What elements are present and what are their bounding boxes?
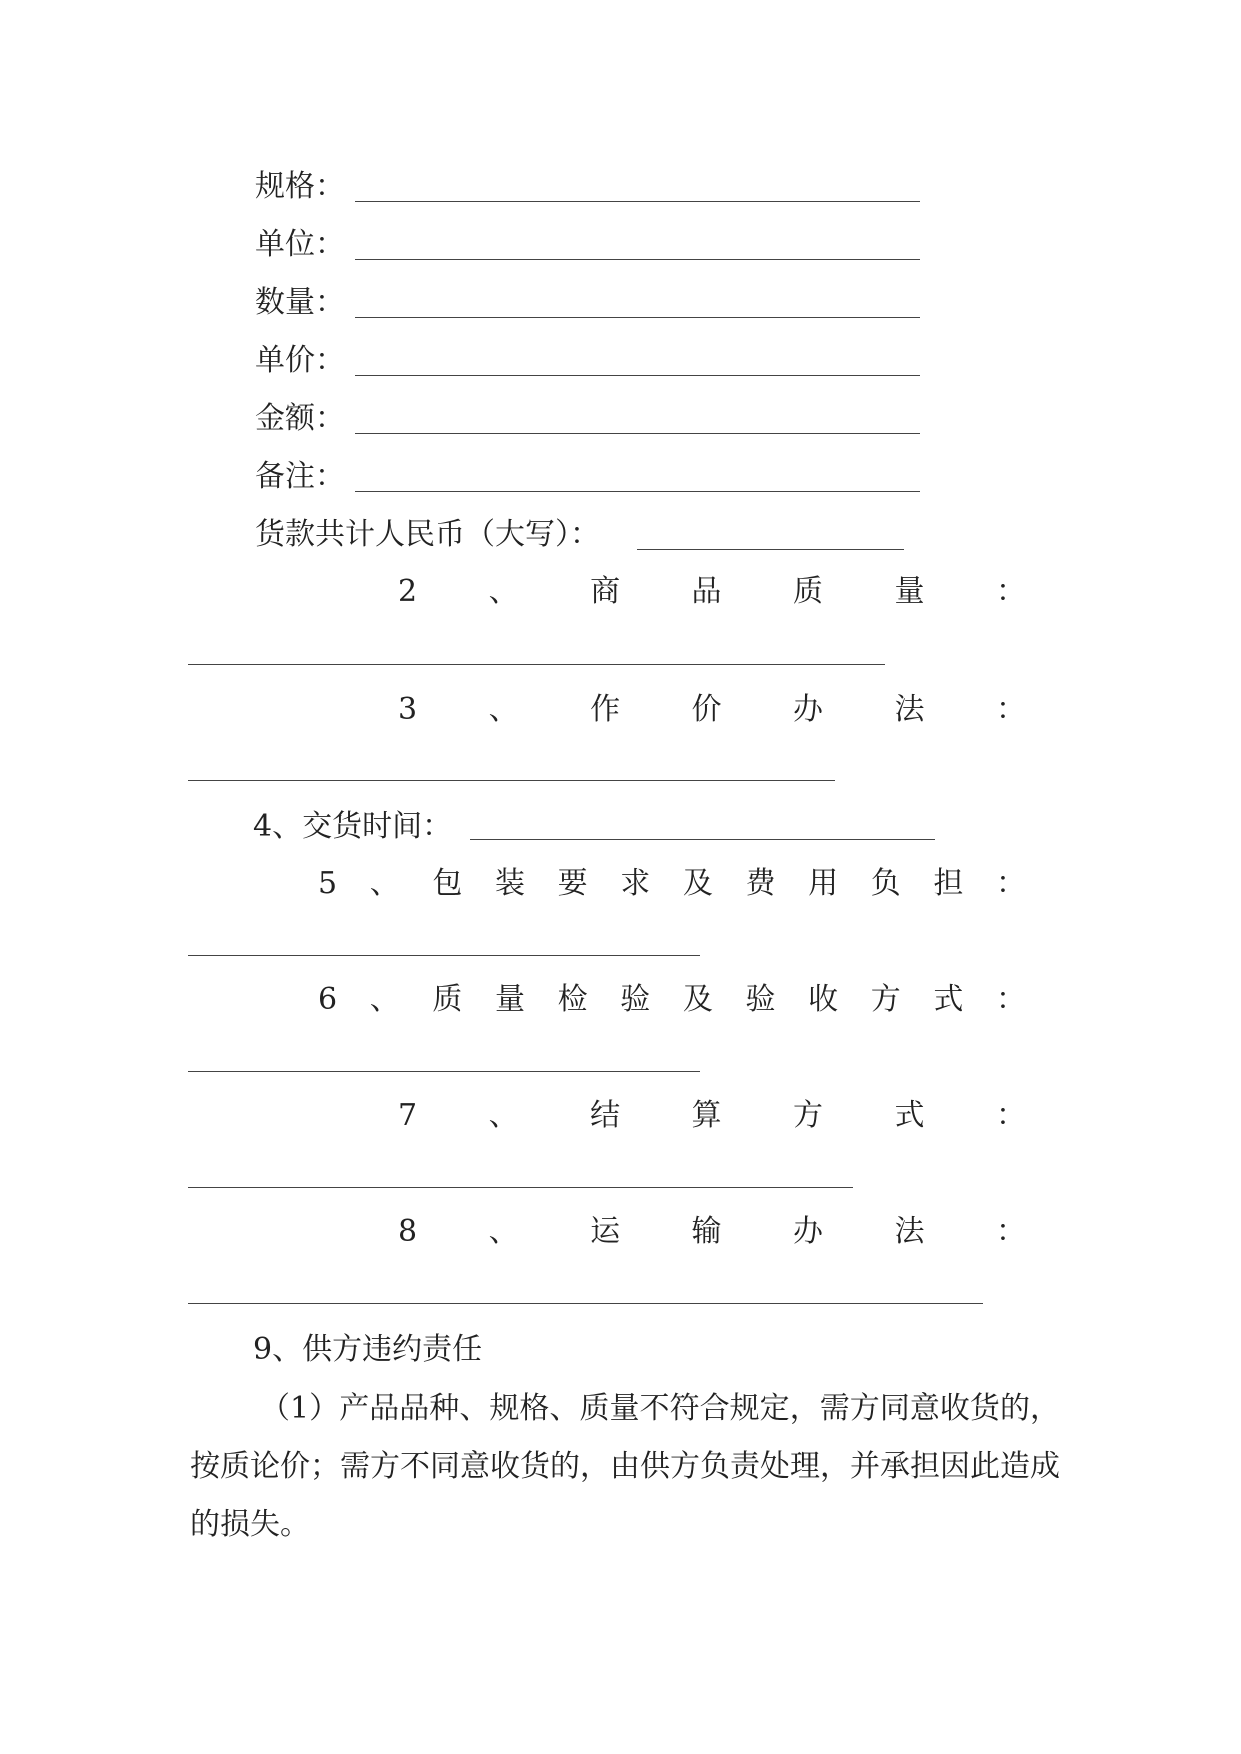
liability-clause-1: （1）产品品种、规格、质量不符合规定，需方同意收货的，按质论价；需方不同意收货的，由供方负责处理，并承担因此造成的损失。 — [190, 1391, 1060, 1542]
item-inspection-line — [188, 1071, 700, 1072]
field-label-spec: 规格： — [255, 169, 345, 204]
field-line-unit-price — [355, 375, 920, 376]
field-line-quantity — [355, 317, 920, 318]
item-inspection-heading: 6 、 质 量 检 验 及 验 收 方 式 ： — [318, 982, 1026, 1017]
field-line-spec — [355, 201, 920, 202]
item-transport-heading: 8 、 运 输 办 法 ： — [398, 1214, 1026, 1249]
item-quality-heading: 2 、 商 品 质 量 ： — [398, 574, 1026, 609]
item-settlement-line — [188, 1187, 853, 1188]
item-pricing-line — [188, 780, 835, 781]
item-packaging-line — [188, 955, 700, 956]
field-label-remarks: 备注： — [255, 459, 345, 494]
field-line-remarks — [355, 491, 920, 492]
field-line-unit — [355, 259, 920, 260]
total-line — [637, 549, 904, 550]
liability-heading: 9、供方违约责任 — [253, 1332, 483, 1367]
field-label-unit-price: 单价： — [255, 343, 345, 378]
field-label-amount: 金额： — [255, 401, 345, 436]
item-settlement-heading: 7 、 结 算 方 式 ： — [398, 1098, 1026, 1133]
item-transport-line — [188, 1303, 983, 1304]
field-line-amount — [355, 433, 920, 434]
item-delivery-time-label: 4、交货时间： — [253, 809, 453, 844]
item-packaging-heading: 5 、 包 装 要 求 及 费 用 负 担 ： — [318, 866, 1026, 901]
item-quality-line — [188, 664, 885, 665]
total-label: 货款共计人民币（大写）： — [255, 517, 600, 552]
item-pricing-heading: 3 、 作 价 办 法 ： — [398, 692, 1026, 727]
field-label-unit: 单位： — [255, 227, 345, 262]
item-delivery-time-line — [470, 839, 935, 840]
field-label-quantity: 数量： — [255, 285, 345, 320]
